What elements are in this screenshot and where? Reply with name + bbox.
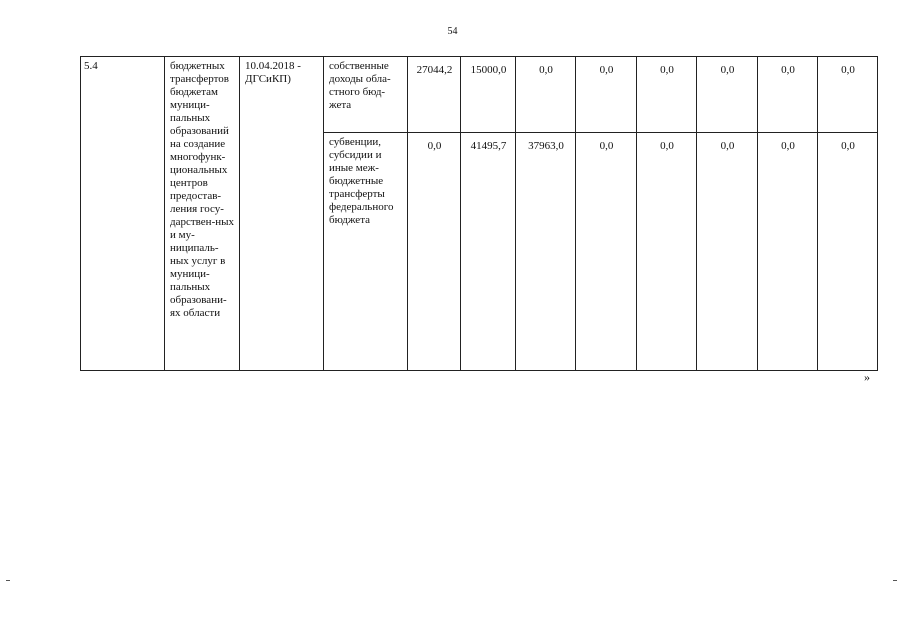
value-cell: 0,0	[637, 57, 697, 133]
value-cell: 0,0	[408, 133, 461, 371]
value-cell: 0,0	[637, 133, 697, 371]
value-cell: 15000,0	[461, 57, 516, 133]
value-cell: 0,0	[697, 133, 758, 371]
continuation-mark: »	[864, 370, 870, 384]
value-cell: 0,0	[758, 133, 818, 371]
value-cell: 0,0	[576, 57, 637, 133]
value-cell: 0,0	[516, 57, 576, 133]
value-cell: 0,0	[576, 133, 637, 371]
budget-table	[80, 56, 878, 371]
value-cell: 37963,0	[516, 133, 576, 371]
value-cell: 27044,2	[408, 57, 461, 133]
value-cell: 0,0	[758, 57, 818, 133]
executor-cell: 10.04.2018 - ДГСиКП)	[240, 57, 324, 371]
table-row	[81, 57, 878, 133]
funding-source-cell: собственные доходы обла-стного бюд-жета	[324, 57, 408, 133]
value-cell: 0,0	[818, 133, 878, 371]
edge-mark-right	[893, 580, 897, 581]
value-cell: 0,0	[697, 57, 758, 133]
item-description-cell: бюджетных трансфертов бюджетам муници-пальных образований на создание многофунк-циональных центров предостав-ления госу-дарствен-ных и му-ниципаль-ных услуг в муници-пальных образовани-ях области	[165, 57, 240, 371]
item-code-cell: 5.4	[81, 57, 165, 371]
edge-mark-left	[6, 580, 10, 581]
value-cell: 41495,7	[461, 133, 516, 371]
value-cell: 0,0	[818, 57, 878, 133]
page-number: 54	[447, 26, 458, 37]
funding-source-cell: субвенции, субсидии и иные меж-бюджетные трансферты федерального бюджета	[324, 133, 408, 371]
